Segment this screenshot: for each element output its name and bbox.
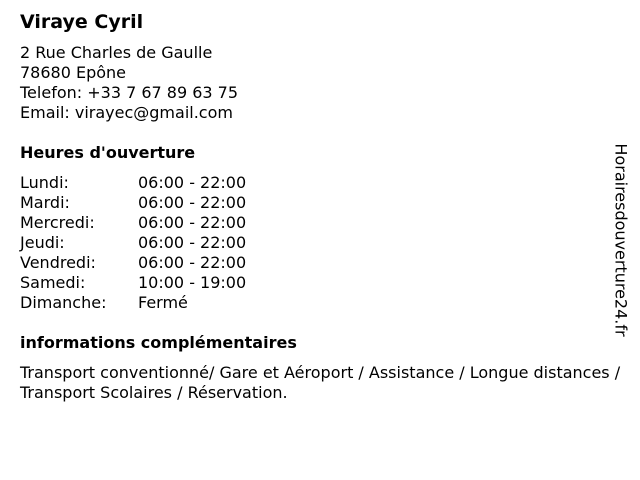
opening-hours-table <box>20 173 626 313</box>
address-street: 2 Rue Charles de Gaulle <box>20 43 213 62</box>
additional-info-text: Transport conventionné/ Gare et Aéroport / Assistance / Longue distances / Transport Scolaires / Réservation. <box>20 363 621 402</box>
hours-time: 06:00 - 22:00 <box>138 233 247 252</box>
hours-day: Mercredi: <box>20 213 95 232</box>
business-name: Viraye Cyril <box>20 11 144 33</box>
hours-time: Fermé <box>138 293 188 312</box>
opening-hours-heading: Heures d'ouverture <box>20 143 196 162</box>
hours-time: 10:00 - 19:00 <box>138 273 247 292</box>
hours-row-saturday <box>20 273 626 293</box>
hours-row-wednesday <box>20 213 626 233</box>
address-city: 78680 Epône <box>20 63 127 82</box>
hours-time: 06:00 - 22:00 <box>138 193 247 212</box>
additional-info-heading: informations complémentaires <box>20 333 297 352</box>
hours-time: 06:00 - 22:00 <box>138 213 247 232</box>
hours-row-sunday <box>20 293 626 313</box>
hours-day: Samedi: <box>20 273 86 292</box>
hours-row-monday <box>20 173 626 193</box>
hours-day: Dimanche: <box>20 293 107 312</box>
hours-row-friday <box>20 253 626 273</box>
hours-row-thursday <box>20 233 626 253</box>
hours-day: Vendredi: <box>20 253 96 272</box>
hours-row-tuesday <box>20 193 626 213</box>
hours-day: Jeudi: <box>20 233 65 252</box>
hours-day: Mardi: <box>20 193 70 212</box>
hours-day: Lundi: <box>20 173 69 192</box>
site-watermark <box>611 136 631 344</box>
site-watermark-text: Horairesdouverture24.fr <box>612 143 632 337</box>
hours-time: 06:00 - 22:00 <box>138 173 247 192</box>
business-card <box>20 10 626 403</box>
phone-line: Telefon: +33 7 67 89 63 75 <box>20 83 239 102</box>
email-line: Email: virayec@gmail.com <box>20 103 233 122</box>
hours-time: 06:00 - 22:00 <box>138 253 247 272</box>
